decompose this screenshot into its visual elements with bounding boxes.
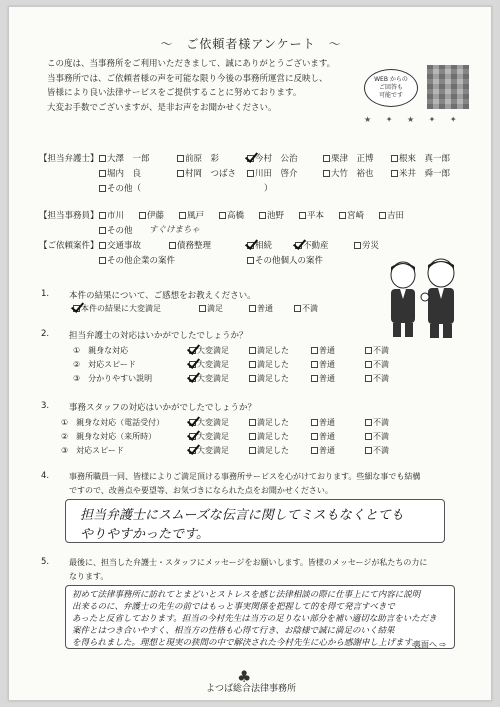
q2-option[interactable]: 満足した xyxy=(249,345,289,356)
lawyer-option[interactable]: 大竹 裕也 xyxy=(323,167,374,181)
checkbox-checked-icon[interactable] xyxy=(189,361,196,368)
checkbox-icon[interactable] xyxy=(99,212,106,219)
checkbox-checked-icon[interactable] xyxy=(189,375,196,382)
checkbox-icon[interactable] xyxy=(249,305,256,312)
bubble-line: 可能です xyxy=(378,92,403,99)
q1-option[interactable]: 普通 xyxy=(249,303,273,314)
checkbox-icon[interactable] xyxy=(354,242,361,249)
q5-question: なります。 xyxy=(69,572,109,581)
checkbox-checked-icon[interactable] xyxy=(247,155,254,162)
question-number: 3. xyxy=(41,401,50,411)
office-option[interactable]: 池野 xyxy=(259,209,284,223)
intro-text xyxy=(47,57,367,115)
case-option[interactable]: 不動産 xyxy=(295,239,329,253)
question-number: 1. xyxy=(41,289,50,299)
office-option[interactable]: 伊藤 xyxy=(139,209,164,223)
q2-option[interactable]: 不満 xyxy=(365,359,389,370)
web-answer-bubble xyxy=(364,69,418,107)
checkbox-icon[interactable] xyxy=(99,155,106,162)
checkbox-icon[interactable] xyxy=(365,347,372,354)
question-number: 2. xyxy=(41,329,50,339)
back-page-link[interactable] xyxy=(413,639,446,650)
q2-option[interactable]: 普通 xyxy=(311,359,335,370)
checkbox-checked-icon[interactable] xyxy=(189,447,196,454)
q3-option[interactable]: 不満 xyxy=(365,417,389,428)
checkbox-icon[interactable] xyxy=(249,447,256,454)
q5-answer-line: 出来るのに、弁護士の先生の前ではもっと事実関係を把握して的を得て発言すべきで xyxy=(72,602,395,612)
checkbox-icon[interactable] xyxy=(199,305,206,312)
checkbox-icon[interactable] xyxy=(179,212,186,219)
office-option[interactable]: 風戸 xyxy=(179,209,204,223)
checkbox-icon[interactable] xyxy=(247,257,254,264)
clover-logo-icon: ♣ xyxy=(237,667,252,686)
q3-row-label: ① 親身な対応（電話受付） xyxy=(61,418,165,427)
q2-option[interactable]: 大変満足 xyxy=(189,373,229,384)
lawyer-option[interactable]: 米井 舜一郎 xyxy=(391,167,450,181)
survey-sheet xyxy=(8,6,492,701)
q3-option[interactable]: 不満 xyxy=(365,431,389,442)
lawyer-option[interactable]: 村岡 つばさ xyxy=(177,167,236,181)
q5-answer-box[interactable] xyxy=(65,585,455,649)
q3-option[interactable]: 満足した xyxy=(249,445,289,456)
lawyer-option[interactable]: 前原 彩 xyxy=(177,152,219,166)
qr-code[interactable] xyxy=(427,65,469,109)
bubble-line: ご回答も xyxy=(378,84,403,91)
q3-option[interactable]: 普通 xyxy=(311,445,335,456)
office-option[interactable]: 高橋 xyxy=(219,209,244,223)
checkbox-icon[interactable] xyxy=(365,447,372,454)
checkbox-icon[interactable] xyxy=(311,419,318,426)
checkbox-icon[interactable] xyxy=(249,419,256,426)
back-label: 裏面へ xyxy=(413,640,437,649)
q3-option[interactable]: 大変満足 xyxy=(189,431,229,442)
lawyer-label: 【担当弁護士】 xyxy=(39,154,99,164)
checkbox-icon[interactable] xyxy=(365,419,372,426)
q3-option[interactable]: 普通 xyxy=(311,417,335,428)
question-number: 5. xyxy=(41,557,50,567)
q4-question: 事務所職員一同、皆様によりご満足頂ける事務所サービスを心がけております。些細な事でも結構 xyxy=(69,472,421,481)
q2-row-label: ③ 分かりやすい説明 xyxy=(73,374,153,383)
office-option[interactable]: 吉田 xyxy=(379,209,404,223)
checkbox-icon[interactable] xyxy=(294,305,301,312)
q5-answer-line: 初めて法律事務所に訪れてとまどいとストレスを感じ法律相談の際に仕事上にて内容に説明 xyxy=(72,590,421,600)
checkbox-checked-icon[interactable] xyxy=(189,347,196,354)
q3-option[interactable]: 大変満足 xyxy=(189,445,229,456)
q3-option[interactable]: 満足した xyxy=(249,417,289,428)
checkbox-icon[interactable] xyxy=(311,361,318,368)
checkbox-icon[interactable] xyxy=(339,212,346,219)
q3-option[interactable]: 満足した xyxy=(249,431,289,442)
checkbox-icon[interactable] xyxy=(323,170,330,177)
checkbox-icon[interactable] xyxy=(249,433,256,440)
checkbox-icon[interactable] xyxy=(219,212,226,219)
checkbox-icon[interactable] xyxy=(365,433,372,440)
lawyer-option-other[interactable]: その他（ xyxy=(99,182,141,196)
q2-option[interactable]: 不満 xyxy=(365,373,389,384)
lawyer-option[interactable]: 川田 啓介 xyxy=(247,167,298,181)
office-name: よつば総合法律事務所 xyxy=(205,684,296,694)
case-label: 【ご依頼案件】 xyxy=(39,241,99,251)
office-option[interactable]: 市川 xyxy=(99,209,124,223)
checkbox-icon[interactable] xyxy=(99,170,106,177)
checkbox-checked-icon[interactable] xyxy=(247,242,254,249)
checkbox-icon[interactable] xyxy=(177,170,184,177)
office-option[interactable]: 平本 xyxy=(299,209,324,223)
checkbox-checked-icon[interactable] xyxy=(189,433,196,440)
checkbox-icon[interactable] xyxy=(323,155,330,162)
lawyer-option[interactable]: 堀内 良 xyxy=(99,167,141,181)
office-other-text[interactable]: すぐけまちゃ xyxy=(149,225,201,235)
q5-answer-line: 案件とはつき合いやすく、相当方の性格も心得て行き、お陰様で誠に満足のいく結果 xyxy=(72,626,395,636)
q2-option[interactable]: 普通 xyxy=(311,345,335,356)
checkbox-icon[interactable] xyxy=(99,257,106,264)
page-title: ～ ご依頼者様アンケート ～ xyxy=(160,37,342,51)
lawyer-figure-right xyxy=(421,259,454,338)
q1-option[interactable]: 本件の結果に大変満足 xyxy=(73,303,161,314)
q2-row-label: ① 親身な対応 xyxy=(73,346,129,355)
case-option[interactable]: その他企業の案件 xyxy=(99,254,175,268)
office-option[interactable]: 宮崎 xyxy=(339,209,364,223)
q2-row-label: ② 対応スピード xyxy=(73,360,136,369)
case-option[interactable]: 交通事故 xyxy=(99,239,141,253)
checkbox-checked-icon[interactable] xyxy=(189,419,196,426)
q3-row-label: ② 親身な対応（来所時） xyxy=(61,432,157,441)
case-option[interactable]: 相続 xyxy=(247,239,272,253)
office-label: 【担当事務員】 xyxy=(39,211,99,221)
checkbox-icon[interactable] xyxy=(249,347,256,354)
checkbox-icon[interactable] xyxy=(249,361,256,368)
case-option[interactable]: 債務整理 xyxy=(169,239,211,253)
arrow-right-icon: ⇨ xyxy=(439,640,447,649)
checkbox-icon[interactable] xyxy=(99,185,106,192)
checkbox-icon[interactable] xyxy=(365,361,372,368)
checkbox-icon[interactable] xyxy=(299,212,306,219)
q4-answer-line: 担当弁護士にスムーズな伝言に関してミスもなくとても xyxy=(80,508,404,523)
office-option-other[interactable]: その他 xyxy=(99,224,133,238)
checkbox-icon[interactable] xyxy=(311,347,318,354)
q1-option[interactable]: 満足 xyxy=(199,303,223,314)
q2-question: 担当弁護士の対応はいかがでしたでしょうか？ xyxy=(69,331,248,341)
q2-option[interactable]: 普通 xyxy=(311,373,335,384)
q2-option[interactable]: 大変満足 xyxy=(189,359,229,370)
checkbox-icon[interactable] xyxy=(311,447,318,454)
q5-answer-line: あったと反省しております。担当の今村先生は当方の足りない部分を補い適切な助言をいただき xyxy=(72,614,437,624)
checkbox-icon[interactable] xyxy=(391,155,398,162)
case-option[interactable]: その他個人の案件 xyxy=(247,254,323,268)
lawyer-option[interactable]: 栗津 正博 xyxy=(323,152,374,166)
q5-question: 最後に、担当した弁護士・スタッフにメッセージをお願いします。皆様のメッセージが私たちの力に xyxy=(69,558,428,567)
checkbox-icon[interactable] xyxy=(391,170,398,177)
q4-question: ですので、改善点や要望等、お気づきになられた点をお聞かせください。 xyxy=(69,486,333,495)
checkbox-icon[interactable] xyxy=(169,242,176,249)
checkbox-checked-icon[interactable] xyxy=(73,305,80,312)
q4-answer-line: やりやすかったです。 xyxy=(80,527,209,542)
checkbox-icon[interactable] xyxy=(99,227,106,234)
q2-option[interactable]: 不満 xyxy=(365,345,389,356)
checkbox-icon[interactable] xyxy=(139,212,146,219)
checkbox-icon[interactable] xyxy=(99,242,106,249)
checkbox-checked-icon[interactable] xyxy=(295,242,302,249)
close-paren: ） xyxy=(264,184,273,194)
checkbox-icon[interactable] xyxy=(311,375,318,382)
checkbox-icon[interactable] xyxy=(365,375,372,382)
checkbox-icon[interactable] xyxy=(311,433,318,440)
q2-option[interactable]: 満足した xyxy=(249,373,289,384)
q2-option[interactable]: 大変満足 xyxy=(189,345,229,356)
lawyer-figure-left xyxy=(391,262,415,337)
lawyer-option[interactable]: 大澤 一郎 xyxy=(99,152,150,166)
q4-answer-box[interactable] xyxy=(65,499,445,543)
q5-answer-line: を得られました。理想と現実の狭間の中で解決された今村先生に心から感謝申し上げます。 xyxy=(72,638,420,648)
q1-option[interactable]: 不満 xyxy=(294,303,318,314)
lawyers-illustration xyxy=(379,257,465,339)
intro-line: この度は、当事務所をご利用いただきまして、誠にありがとうございます。 xyxy=(47,59,336,69)
lawyer-option[interactable]: 今村 公治 xyxy=(247,152,298,166)
question-number: 4. xyxy=(41,471,50,481)
decorative-stars-icon: ★ ✦ ★ ✦ ✦ xyxy=(364,115,463,124)
q3-question: 事務スタッフの対応はいかがでしたでしょうか？ xyxy=(69,403,257,413)
intro-line: 皆様により良い法律サービスをご提供することに努めております。 xyxy=(47,88,302,98)
checkbox-icon[interactable] xyxy=(379,212,386,219)
intro-line: 当事務所では、ご依頼者様の声を可能な限り今後の事務所運営に反映し、 xyxy=(47,73,328,84)
case-option[interactable]: 労災 xyxy=(354,239,379,253)
q3-option[interactable]: 大変満足 xyxy=(189,417,229,428)
q3-option[interactable]: 普通 xyxy=(311,431,335,442)
intro-line: 大変お手数でございますが、是非お声をお聞かせください。 xyxy=(47,102,277,113)
q2-option[interactable]: 満足した xyxy=(249,359,289,370)
q1-question: 本件の結果について、ご感想をお教えください。 xyxy=(69,291,256,301)
checkbox-icon[interactable] xyxy=(249,375,256,382)
checkbox-icon[interactable] xyxy=(259,212,266,219)
q3-row-label: ③ 対応スピード xyxy=(61,446,124,455)
checkbox-icon[interactable] xyxy=(177,155,184,162)
q3-option[interactable]: 不満 xyxy=(365,445,389,456)
checkbox-icon[interactable] xyxy=(247,170,254,177)
bubble-line: WEB からの xyxy=(374,76,408,83)
lawyer-option[interactable]: 根來 真一郎 xyxy=(391,152,450,166)
